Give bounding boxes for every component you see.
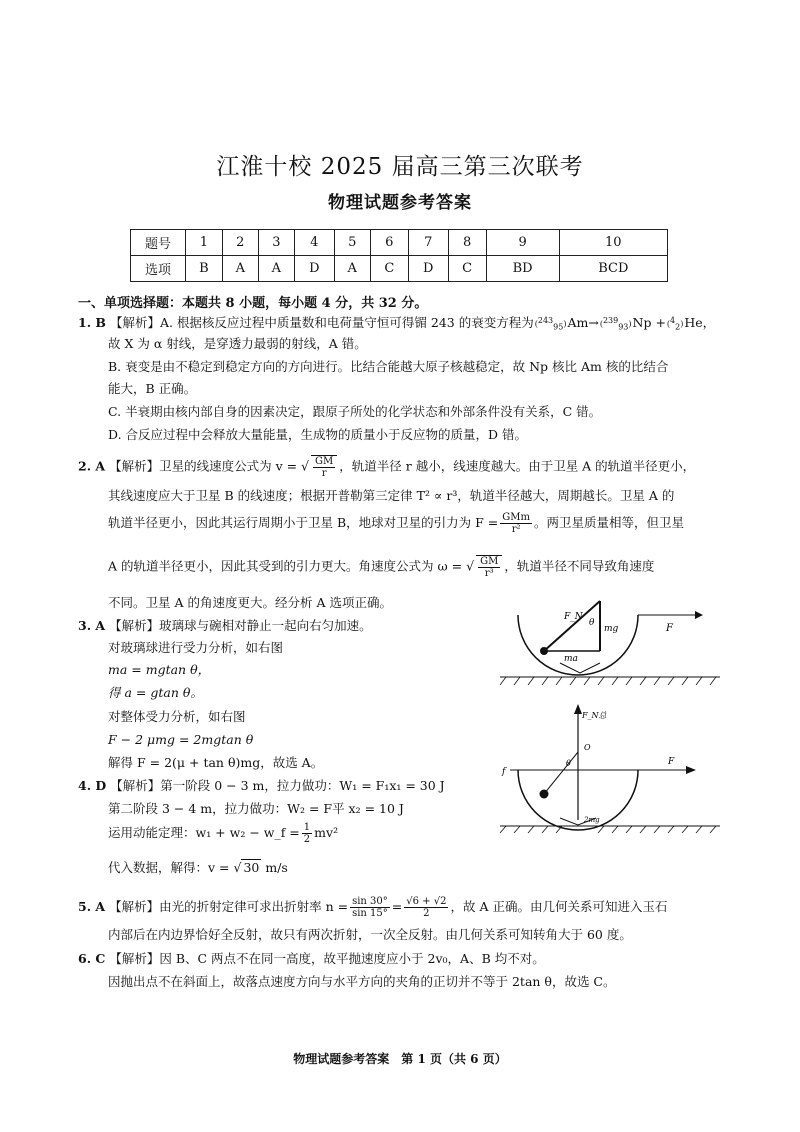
q3-line-7: 解得 F = 2(μ + tan θ)mg，故选 A。 xyxy=(108,755,324,770)
ball xyxy=(540,790,549,799)
table-row xyxy=(131,230,668,256)
question-number: 2. A xyxy=(78,458,106,474)
q4-line-4: 代入数据，解得：v = √ 30 m/s xyxy=(108,860,288,875)
table-cell: 8 xyxy=(448,230,486,256)
q1-line-4: 能大，B 正确。 xyxy=(108,381,197,396)
table-row xyxy=(131,256,668,282)
numerator: GMm xyxy=(502,512,530,523)
ball xyxy=(540,647,548,655)
q4-line-1 xyxy=(78,777,445,795)
q2-text: ，轨道半径 r 越小，线速度越大。由于卫星 A 的轨道半径更小， xyxy=(339,458,696,474)
table-cell: A xyxy=(222,256,258,282)
force-diagram-system xyxy=(500,700,720,835)
table-cell: BD xyxy=(486,256,559,282)
denominator: r xyxy=(321,468,327,479)
label-o: O xyxy=(584,743,591,752)
q5-line-2: 内部后在内边界恰好全反射，故只有两次折射，一次全反射。由几何关系可知转角大于 60 度。 xyxy=(108,927,632,942)
q3-line-4: 得 a = gtan θ。 xyxy=(108,685,203,700)
q2-line-2: 其线速度应大于卫星 B 的线速度；根据开普勒第三定律 T² ∝ r³，轨道半径越大，周期越长。卫星 A 的 xyxy=(108,488,675,503)
denominator: 2 xyxy=(423,908,430,919)
atomic-number: 93 xyxy=(618,322,629,332)
q4-text: 【解析】第一阶段 0 − 3 m，拉力做功：W₁ = F₁x₁ = 30 J xyxy=(110,778,445,793)
q1-line-1 xyxy=(78,314,715,332)
page-footer: 物理试题参考答案 第 1 页（共 6 页） xyxy=(293,1052,507,1066)
q2-text: 。两卫星质量相等，但卫星 xyxy=(533,515,684,530)
label-theta: θ xyxy=(566,759,571,768)
question-number: 3. A xyxy=(78,618,106,633)
numerator: GM xyxy=(315,456,334,467)
label-friction: f xyxy=(502,767,506,777)
bowl-arc xyxy=(518,615,638,675)
label-mg: mg xyxy=(604,624,619,634)
q4-text: 运用动能定理：w₁ + w₂ − w_f = xyxy=(108,825,300,840)
q6-line-1 xyxy=(78,950,545,968)
table-cell: 4 xyxy=(294,230,334,256)
arrowhead xyxy=(686,766,696,774)
section-heading: 一、单项选择题：本题共 8 小题，每小题 4 分，共 32 分。 xyxy=(78,296,428,311)
unit: m/s xyxy=(265,860,288,875)
q4-line-3 xyxy=(108,822,338,845)
q5-line-1 xyxy=(78,896,667,919)
ground-hatching xyxy=(500,677,716,685)
bowl-base xyxy=(560,663,600,673)
answer-table xyxy=(130,229,668,282)
table-cell: 6 xyxy=(370,230,408,256)
numerator: GM xyxy=(480,556,499,567)
q4-text: mv² xyxy=(314,825,339,840)
table-cell: 1 xyxy=(186,230,223,256)
q1-line-5: C. 半衰期由核内部自身的因素决定，跟原子所处的化学状态和外部条件没有关系，C 错。 xyxy=(108,404,602,419)
force-diagram-ball xyxy=(500,595,720,690)
q4-line-2: 第二阶段 3 − 4 m，拉力做功：W₂ = F平 x₂ = 10 J xyxy=(108,801,404,816)
ground-hatching xyxy=(500,826,716,833)
table-cell: A xyxy=(334,256,370,282)
denominator: sin 15° xyxy=(352,908,388,919)
q2-text: ，轨道半径不同导致角速度 xyxy=(504,558,655,574)
equals: = xyxy=(391,899,403,914)
table-cell: BCD xyxy=(559,256,667,282)
he-symbol: He， xyxy=(684,315,716,330)
table-cell: 10 xyxy=(559,230,667,256)
mass-number: 243 xyxy=(537,315,554,325)
table-cell: B xyxy=(186,256,223,282)
q6-line-2: 因抛出点不在斜面上，故落点速度方向与水平方向的夹角的正切并不等于 2tan θ，故选 C。 xyxy=(108,974,616,989)
atomic-number: 95 xyxy=(553,322,564,332)
label-ma: ma xyxy=(564,654,578,664)
denominator: 2 xyxy=(303,834,311,845)
mass-number: 239 xyxy=(602,315,619,325)
formula-fraction xyxy=(404,896,448,919)
q2-line-4: A 的轨道半径更小，因此其受到的引力更大。角速度公式为 ω = √ $\frac{GM}{\text{r³}}$ ，轨道半径不同导致角速度 xyxy=(108,556,655,579)
q2-text: A 的轨道半径更小，因此其受到的引力更大。角速度公式为 ω = xyxy=(108,558,463,574)
table-header-cell: 题号 xyxy=(131,230,186,256)
label-f: F xyxy=(666,623,673,634)
am-symbol: Am→ xyxy=(567,315,599,330)
q2-line-1: 2. A 【解析】卫星的线速度公式为 v = √ $\frac{GM}{r}$ ，轨道半径 r 越小，线速度越大。由于卫星 A 的轨道半径更小， xyxy=(78,456,696,479)
label-f: F xyxy=(668,757,675,767)
question-number: 4. D xyxy=(78,778,107,793)
sqrt-value: 30 xyxy=(243,860,260,875)
q1-text: 【解析】A. 根据核反应过程中质量数和电荷量守恒可得镅 243 的衰变方程为 xyxy=(109,315,534,330)
label-fn-total: F_N总 xyxy=(582,711,607,720)
radius-line xyxy=(544,752,578,794)
question-number: 1. B xyxy=(78,315,106,330)
label-fn: F_N xyxy=(564,612,583,622)
table-cell: C xyxy=(370,256,408,282)
label-theta: θ xyxy=(589,618,595,628)
table-cell: 9 xyxy=(486,230,559,256)
formula-fraction xyxy=(311,455,337,479)
arrowhead xyxy=(695,611,703,619)
formula-fraction xyxy=(350,896,390,919)
table-cell: 2 xyxy=(222,230,258,256)
table-header-cell: 选项 xyxy=(131,256,186,282)
q2-line-3 xyxy=(108,512,684,535)
q1-line-3: B. 衰变是由不稳定到稳定方向的方向进行。比结合能越大原子核越稳定，故 Np 核比 Am 核的比结合 xyxy=(108,359,669,374)
page-title: 江淮十校 2025 届高三第三次联考 xyxy=(216,154,584,180)
question-number: 6. C xyxy=(78,951,106,966)
denominator: r² xyxy=(511,524,521,535)
formula-fraction xyxy=(476,555,502,579)
table-cell: 3 xyxy=(258,230,294,256)
q3-line-6: F − 2 μmg = 2mgtan θ xyxy=(108,732,254,747)
arrowhead xyxy=(574,704,582,714)
table-cell: C xyxy=(448,256,486,282)
numerator: √6 + √2 xyxy=(406,896,447,907)
table-cell: 7 xyxy=(408,230,448,256)
q3-line-1 xyxy=(78,617,372,635)
formula-fraction xyxy=(500,512,532,535)
q3-line-2: 对玻璃球进行受力分析，如右图 xyxy=(108,640,284,655)
q3-line-3: ma = mgtan θ， xyxy=(108,662,211,677)
q4-text: 代入数据，解得：v = xyxy=(108,860,230,875)
am-isotope: ($^{243}_{95}$) xyxy=(534,315,567,332)
q1-line-6: D. 合反应过程中会释放大量能量，生成物的质量小于反应物的质量，D 错。 xyxy=(108,427,528,442)
np-isotope: ($^{239}_{93}$) xyxy=(599,315,632,332)
atomic-number: 2 xyxy=(675,322,681,332)
question-number: 5. A xyxy=(78,899,106,914)
q2-text: 【解析】卫星的线速度公式为 v = xyxy=(109,458,298,474)
q2-line-5: 不同。卫星 A 的角速度更大。经分析 A 选项正确。 xyxy=(108,595,392,610)
label-2mg: 2mg xyxy=(584,816,600,824)
table-cell: D xyxy=(294,256,334,282)
q3-text: 【解析】玻璃球与碗相对静止一起向右匀加速。 xyxy=(109,618,372,633)
formula-fraction xyxy=(302,822,312,845)
denominator: r³ xyxy=(484,568,494,579)
page-subtitle: 物理试题参考答案 xyxy=(328,193,472,213)
numerator: sin 30° xyxy=(352,896,388,907)
q5-text: ，故 A 正确。由几何关系可知进入玉石 xyxy=(450,899,668,914)
he-isotope: ($^4_2$) xyxy=(666,315,684,332)
numerator: 1 xyxy=(303,822,311,833)
table-cell: 5 xyxy=(334,230,370,256)
q6-text: 【解析】因 B、C 两点不在同一高度，故平抛速度应小于 2v₀，A、B 均不对。 xyxy=(109,951,545,966)
table-cell: A xyxy=(258,256,294,282)
np-symbol: Np + xyxy=(632,315,666,330)
q3-line-5: 对整体受力分析，如右图 xyxy=(108,709,246,724)
mass-number: 4 xyxy=(670,315,676,325)
q2-text: 轨道半径更小，因此其运行周期小于卫星 B，地球对卫星的引力为 F = xyxy=(108,515,499,530)
q1-line-2: 故 X 为 α 射线，是穿透力最弱的射线，A 错。 xyxy=(108,336,367,351)
table-cell: D xyxy=(408,256,448,282)
q5-text: 【解析】由光的折射定律可求出折射率 n = xyxy=(109,899,349,914)
